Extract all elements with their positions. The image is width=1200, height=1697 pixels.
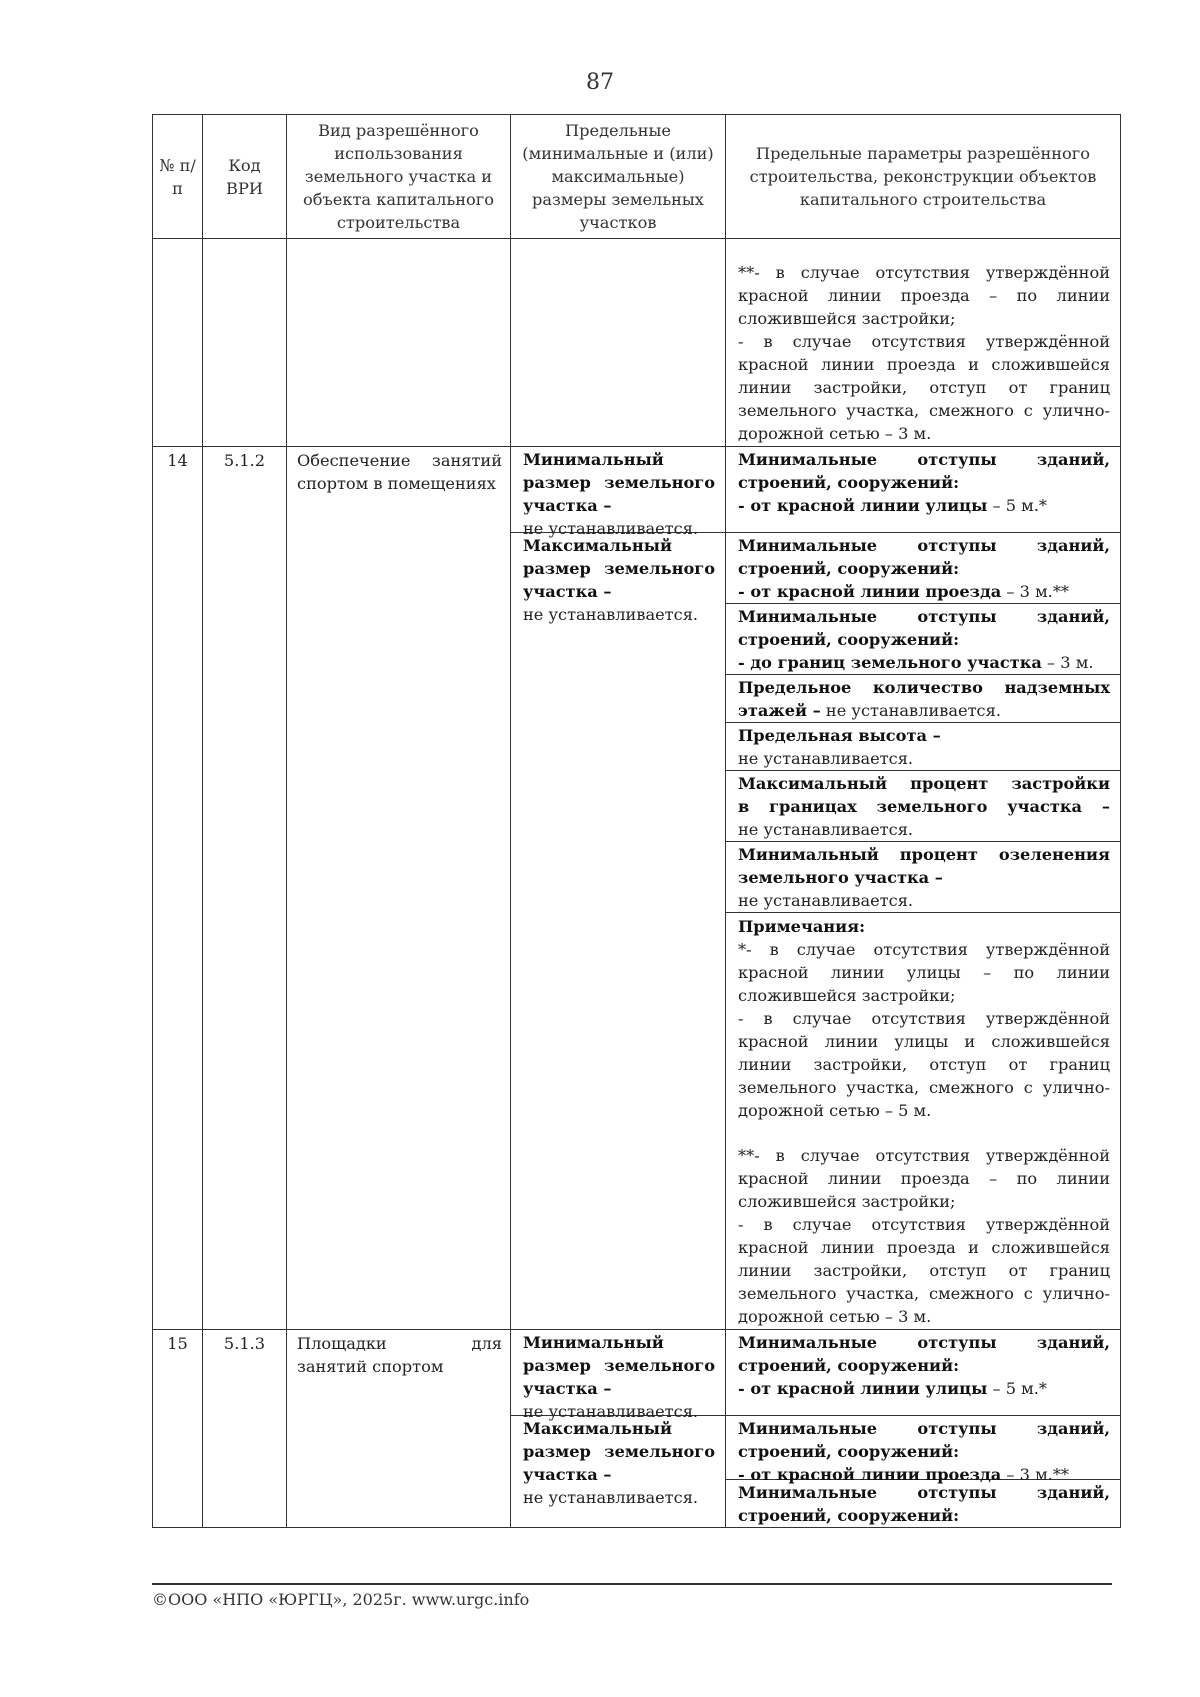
header-kind: Вид разрешённого использования земельного участка и объекта капитального строительства [287, 115, 511, 239]
row-number: 15 [153, 1330, 203, 1528]
min-plot-size: Минимальный размер земельного участка – не устанавливается. [523, 1333, 715, 1421]
vri-code: 5.1.2 [203, 447, 287, 1330]
plot-size-cell [511, 447, 726, 1330]
header-plot-size: Предельные (минимальные и (или) максимальные) размеры земельных участков [511, 115, 726, 239]
params-cell [726, 447, 1121, 1330]
regulations-table [152, 114, 1121, 1528]
header-params: Предельные параметры разрешённого строительства, реконструкции объектов капитального строительства [726, 115, 1121, 239]
page-number: 87 [586, 70, 614, 95]
header-num: № п/п [153, 115, 203, 239]
param-min-greening: Минимальный процент озеленения земельного участка – не устанавливается. [726, 841, 1120, 912]
table-header-row [153, 115, 1121, 239]
vri-name: Площадки для занятий спортом [287, 1330, 511, 1528]
min-plot-size: Минимальный размер земельного участка – не устанавливается. [523, 450, 715, 538]
param-driveway-setback: Минимальные отступы зданий, строений, сооружений: - от красной линии проезда – 3 м.** [726, 1415, 1120, 1479]
table-row-continuation [153, 239, 1121, 447]
params-cell [726, 1330, 1121, 1528]
table-row-15 [153, 1330, 1121, 1528]
footer-copyright: ©ООО «НПО «ЮРГЦ», 2025г. www.urgc.info [152, 1590, 530, 1609]
table-row-14 [153, 447, 1121, 1330]
cont-notes [726, 239, 1121, 447]
cont-notes-block: **- в случае отсутствия утверждённой красной линии проезда – по линии сложившейся застройки; - в случае отсутствия утверждённой красной линии проезда и сложившейся линии застройки, отступ от границ земельного участка, смежного с улично- дорожной сетью – 3 м. [738, 263, 1110, 443]
vri-name: Обеспечение занятий спортом в помещениях [287, 447, 511, 1330]
footer-divider [152, 1583, 1112, 1585]
param-height: Предельная высота – не устанавливается. [726, 722, 1120, 770]
param-floors: Предельное количество надземных этажей – не устанавливается. [726, 674, 1120, 722]
param-street-setback: Минимальные отступы зданий, строений, сооружений: - от красной линии улицы – 5 м.* [738, 450, 1110, 515]
header-code: Код ВРИ [203, 115, 287, 239]
max-plot-size: Максимальный размер земельного участка – не устанавливается. [511, 532, 725, 626]
param-street-setback: Минимальные отступы зданий, строений, сооружений: - от красной линии улицы – 5 м.* [738, 1333, 1110, 1398]
param-boundary-setback: Минимальные отступы зданий, строений, сооружений: [726, 1479, 1120, 1527]
plot-size-cell [511, 1330, 726, 1528]
param-max-coverage: Максимальный процент застройки в границах земельного участка – не устанавливается. [726, 770, 1120, 841]
param-driveway-setback: Минимальные отступы зданий, строений, сооружений: - от красной линии проезда – 3 м.** [726, 532, 1120, 603]
vri-code: 5.1.3 [203, 1330, 287, 1528]
notes-block: Примечания: *- в случае отсутствия утверждённой красной линии улицы – по линии сложившейся застройки; - в случае отсутствия утверждённой красной линии улицы и сложившейся линии застройки, отступ от границ земельного участка, смежного с улично- дорожной сетью – 5 м. **- в случае отсутствия утверждённой красной линии проезда – по линии сложившейся застройки; - в случае отсутствия утверждённой красной линии проезда и сложившейся линии застройки, отступ от границ земельного участка, смежного с улично- дорожной сетью – 3 м. [726, 912, 1120, 1329]
param-boundary-setback: Минимальные отступы зданий, строений, сооружений: - до границ земельного участка – 3 м. [726, 603, 1120, 674]
row-number: 14 [153, 447, 203, 1330]
max-plot-size: Максимальный размер земельного участка – не устанавливается. [511, 1415, 725, 1509]
